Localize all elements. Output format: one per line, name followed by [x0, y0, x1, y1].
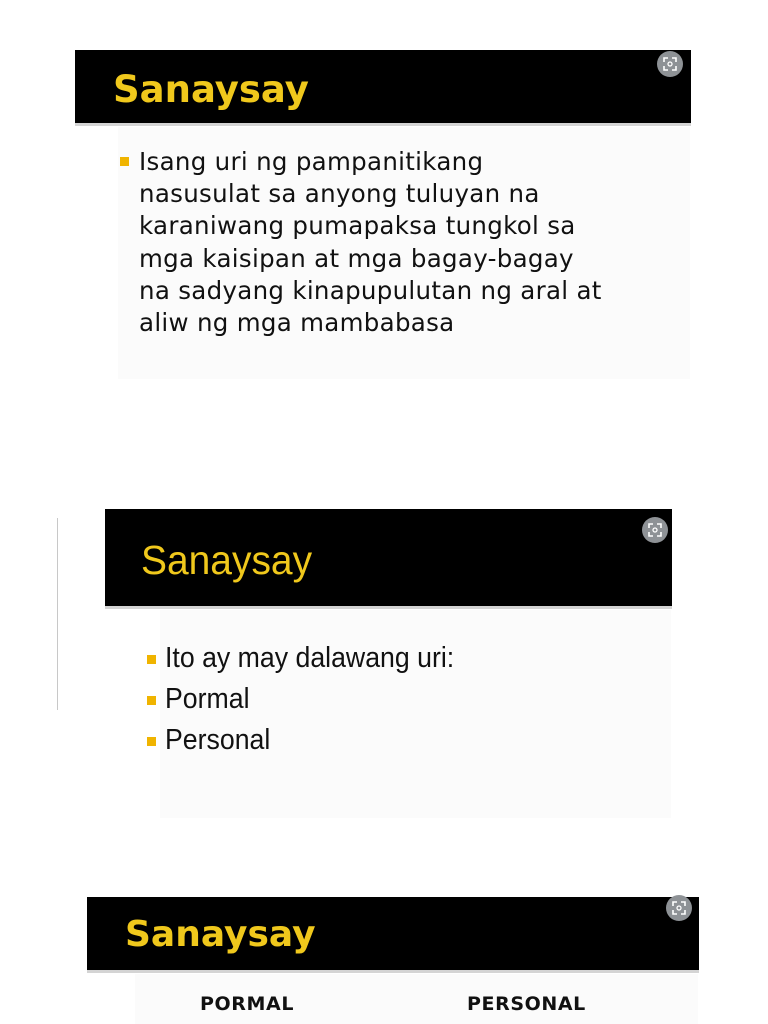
slide-2-title: Sanaysay	[141, 537, 313, 583]
slide-1-text-line-6: aliw ng mga mambabasa	[139, 308, 455, 337]
slide-1-text-line-4: mga kaisipan at mga bagay-bagay	[139, 244, 574, 273]
slide-3-zoom-button[interactable]	[666, 895, 692, 921]
slide-2-bullet-1	[147, 655, 156, 664]
slide-3-column-pormal: PORMAL	[200, 993, 295, 1015]
expand-icon	[663, 57, 677, 71]
slide-2-item-1: Ito ay may dalawang uri:	[165, 642, 455, 674]
slide-2-bullet-3	[147, 737, 156, 746]
slide-1-zoom-button[interactable]	[657, 51, 683, 77]
slide-1-title: Sanaysay	[113, 68, 309, 111]
slide-3-title: Sanaysay	[125, 914, 316, 955]
slide-1-text-line-2: nasusulat sa anyong tuluyan na	[139, 179, 540, 208]
slide-2-header-rule	[105, 606, 672, 609]
slide-3-header-rule	[87, 970, 699, 973]
slide-2-item-3: Personal	[165, 724, 271, 756]
expand-icon	[672, 901, 686, 915]
slide-2-item-2: Pormal	[165, 683, 250, 715]
expand-icon	[648, 523, 662, 537]
slide-1-text-line-5: na sadyang kinapupulutan ng aral at	[139, 276, 602, 305]
slide-2-zoom-button[interactable]	[642, 517, 668, 543]
page-edge-line	[57, 518, 58, 710]
slide-1-text-line-1: Isang uri ng pampanitikang	[139, 147, 484, 176]
slide-2-bullet-2	[147, 696, 156, 705]
slide-3-column-personal: PERSONAL	[467, 993, 586, 1015]
slide-1-header-rule	[75, 123, 691, 126]
slide-1-text-line-3: karaniwang pumapaksa tungkol sa	[139, 211, 576, 240]
slide-1-bullet	[120, 157, 129, 166]
